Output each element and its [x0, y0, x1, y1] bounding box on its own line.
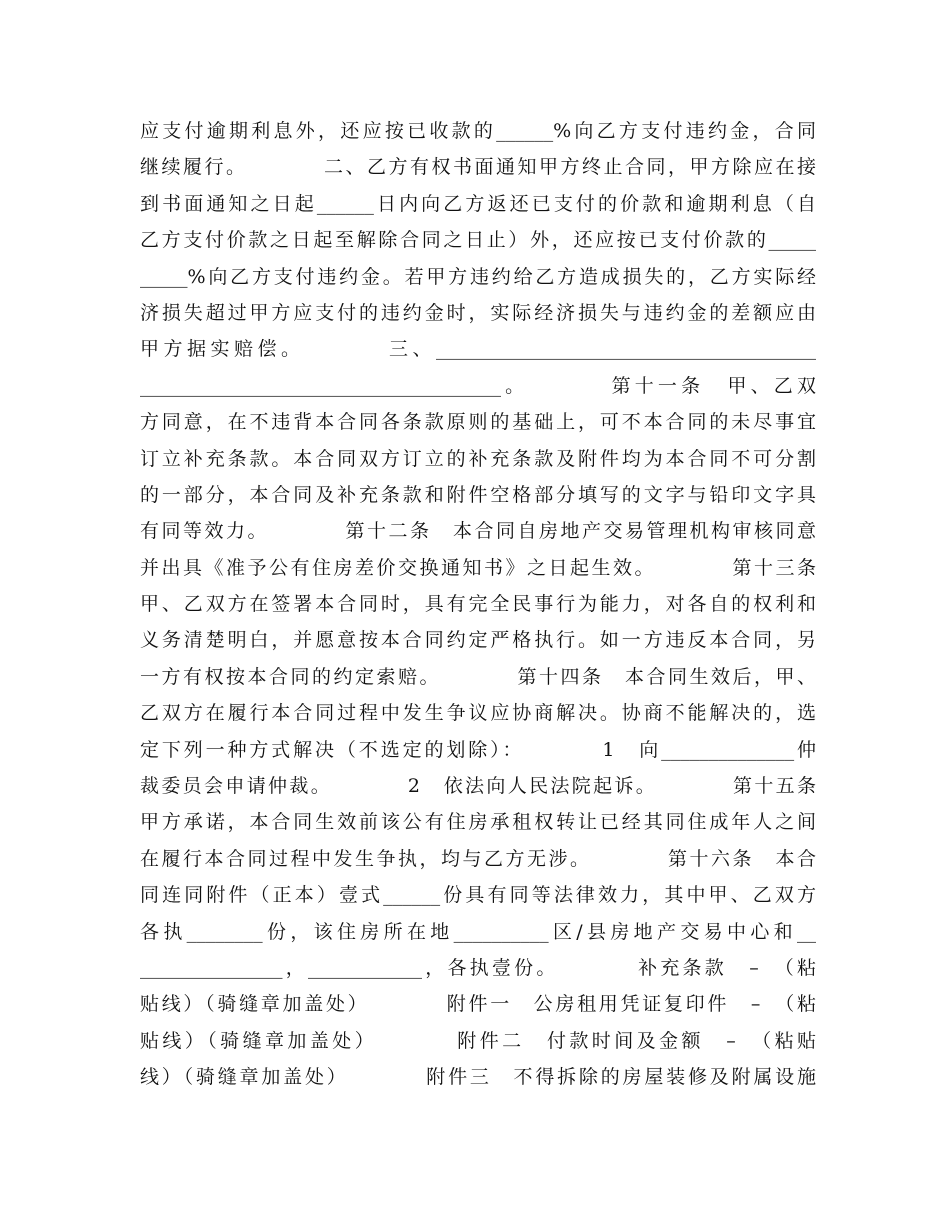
text-line-12: 有同等效力。 第十二条 本合同自房地产交易管理机构审核同意 — [140, 520, 816, 543]
text-line-1: 应支付逾期利息外，还应按已收款的______%向乙方支付违约金，合同 — [140, 120, 816, 142]
text-line-8: ______________________________________。 第十一条 甲、乙双 — [140, 374, 816, 397]
text-line-3: 到书面通知之日起______日内向乙方返还已支付的价款和逾期利息（自 — [140, 192, 816, 215]
text-line-13: 并出具《准予公有住房差价交换通知书》之日起生效。 第十三条 — [140, 556, 816, 579]
text-line-24: _______________，____________，各执壹份。 补充条款 – （粘 — [140, 956, 816, 979]
text-line-20: 甲方承诺，本合同生效前该公有住房承租权转让已经其同住成年人之间 — [140, 811, 816, 834]
text-line-21: 在履行本合同过程中发生争执，均与乙方无涉。 第十六条 本合 — [140, 847, 816, 870]
text-line-14: 甲、乙双方在签署本合同时，具有完全民事行为能力，对各自的权利和 — [140, 593, 816, 616]
text-line-17: 乙双方在履行本合同过程中发生争议应协商解决。协商不能解决的，选 — [140, 702, 816, 725]
text-line-9: 方同意，在不违背本合同各条款原则的基础上，可不本合同的未尽事宜 — [140, 411, 816, 434]
text-line-19: 裁委员会申请仲裁。 2 依法向人民法院起诉。 第十五条 — [140, 775, 816, 798]
text-line-11: 的一部分，本合同及补充条款和附件空格部分填写的文字与铅印文字具 — [140, 483, 816, 506]
text-line-10: 订立补充条款。本合同双方订立的补充条款及附件均为本合同不可分割 — [140, 447, 816, 470]
text-line-7: 甲方据实赔偿。 三、________________________________________ — [140, 338, 816, 361]
text-line-15: 义务清楚明白，并愿意按本合同约定严格执行。如一方违反本合同，另 — [140, 629, 816, 652]
text-line-18: 定下列一种方式解决（不选定的划除）： 1 向______________仲 — [140, 738, 816, 761]
text-line-2: 继续履行。 二、乙方有权书面通知甲方终止合同，甲方除应在接 — [140, 156, 816, 179]
text-line-4: 乙方支付价款之日起至解除合同之日止）外，还应按已支付价款的_____ — [140, 229, 816, 252]
text-line-25: 贴线）（骑缝章加盖处） 附件一 公房租用凭证复印件 – （粘 — [140, 993, 816, 1016]
text-line-16: 一方有权按本合同的约定索赔。 第十四条 本合同生效后，甲、 — [140, 665, 816, 688]
text-line-27: 线）（骑缝章加盖处） 附件三 不得拆除的房屋装修及附属设施 — [140, 1066, 816, 1089]
contract-body-text — [140, 113, 816, 1096]
text-line-6: 济损失超过甲方应支付的违约金时，实际经济损失与违约金的差额应由 — [140, 301, 816, 324]
text-line-22: 同连同附件（正本）壹式______份具有同等法律效力，其中甲、乙双方 — [140, 884, 816, 907]
text-line-26: 贴线）（骑缝章加盖处） 附件二 付款时间及金额 – （粘贴 — [140, 1029, 816, 1052]
text-line-23: 各执________份，该住房所在地__________区/县房地产交易中心和__ — [140, 920, 816, 943]
text-line-5: _____%向乙方支付违约金。若甲方违约给乙方造成损失的，乙方实际经 — [140, 265, 816, 288]
